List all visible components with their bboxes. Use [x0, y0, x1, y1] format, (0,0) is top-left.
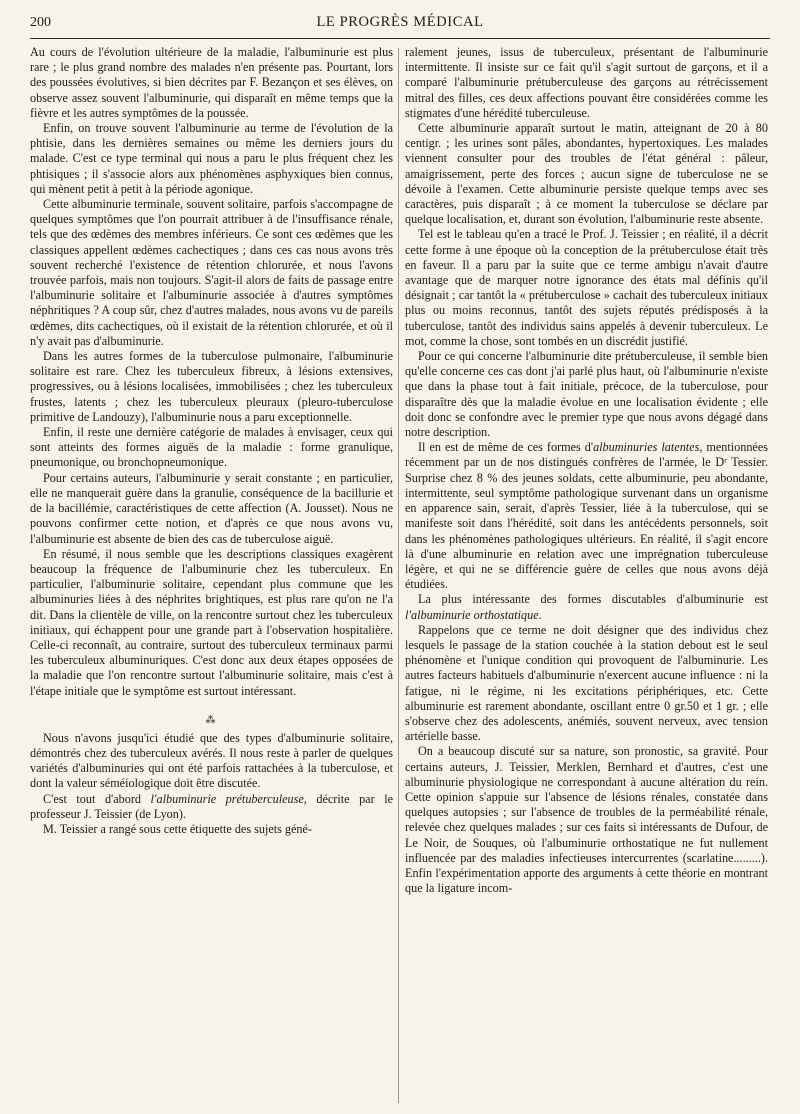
italic-term: l'albuminurie prétuberculeuse: [150, 791, 304, 806]
paragraph: Nous n'avons jusqu'ici étudié que des types d'albuminurie solitaire, démontrés chez des tuberculeux avérés. Il nous reste à parler de quelques variétés d'albuminuries qui ont été parfois rattachées à la tuberculose, et dont la valeur séméiologique doit être discutée.: [30, 730, 393, 791]
paragraph: Cette albuminurie apparaît surtout le matin, atteignant de 20 à 80 centigr. ; les urines sont pâles, abondantes, hypertoxiques. Les malades viennent consulter pour des troubles de l'état général : pâleur, amaigrissement, perte des forces ; aucun signe de tuberculose ne se dévoile à l'examen. Cette albuminurie persiste quelque temps avec ses caractères, puis disparaît ; à ce moment la tuberculose se déclare par quelque localisation, et, durant son évolution, l'albuminurie reste absente.: [405, 121, 768, 227]
paragraph: Enfin, on trouve souvent l'albuminurie au terme de l'évolution de la phtisie, dans les dernières semaines ou même les derniers jours du malade. C'est ce type terminal qui nous a paru le plus fréquent chez les phtisiques ; il s'associe alors aux phénomènes asphyxiques bien connus, qui mènent petit à petit à la période agonique.: [30, 121, 393, 196]
paragraph: [30, 792, 393, 822]
italic-term: albuminuries latentes: [593, 440, 700, 455]
paragraph: ralement jeunes, issus de tuberculeux, présentant de l'albuminurie intermittente. Il insiste sur ce fait qu'il s'agit surtout de garçons, et il a comparé l'albuminurie prétuberculeuse des garçons au rétrécissement mitral des filles, ces deux affections pouvant être considérées comme les stigmates d'une hérédité tuberculeuse.: [405, 45, 768, 120]
paragraph: On a beaucoup discuté sur sa nature, son pronostic, sa gravité. Pour certains auteurs, J. Teissier, Merklen, Bernhard et d'autres, c'est une albuminurie physiologique ne correspondant à aucune altération du rein. Cette opinion s'appuie sur l'absence de lésions rénales, constatée dans quelques autopsies ; sur l'absence de troubles de la perméabilité rénale, relevée chez quelques malades ; sur ces faits si intéressants de Dufour, de Le Noir, de Souques, où l'albuminurie orthostatique ne fut nullement influencée par des maladies infectieuses intercurrentes (scarlatine.........). Enfin l'expérimentation apporte des arguments à cette théorie en montrant que la ligature incom-: [405, 744, 768, 896]
paragraph: Pour ce qui concerne l'albuminurie dite prétuberculeuse, il semble bien qu'elle concerne ces cas dont j'ai parlé plus haut, où l'albuminurie n'existe que dans la phase tout à fait initiale, précoce, de la tuberculose, pour disparaître dès que la maladie évolue en une localisation évidente ; elle doit donc se confondre avec le premier type que nous avons dégagé dans notre description.: [405, 349, 768, 440]
paragraph: Au cours de l'évolution ultérieure de la maladie, l'albuminurie est plus rare ; le plus grand nombre des malades n'en présente pas. Pourtant, lors des poussées évolutives, si bien décrites par F. Bezançon et ses élèves, on observe assez souvent l'albuminurie, qui disparaît en même temps que la fièvre et les autres symptômes de la poussée.: [30, 45, 393, 120]
right-column: [405, 45, 768, 1105]
paragraph: [405, 592, 768, 622]
journal-title: LE PROGRÈS MÉDICAL: [316, 14, 484, 30]
italic-term: l'albuminurie orthostatique: [405, 607, 539, 622]
paragraph: [405, 440, 768, 592]
section-asterism: ⁂: [205, 714, 218, 726]
paragraph: Pour certains auteurs, l'albuminurie y serait constante ; en particulier, elle ne manquerait guère dans la granulie, conséquence de la bacillurie et de la bacillémie, caractéristiques de cette affection (A. Jousset). Nous ne pouvons confirmer cette notion, et d'après ce que nous avons vu, l'albuminurie est absente de bien des cas de tuberculose aiguë.: [30, 470, 393, 546]
text-run: , mentionnées récemment par un de nos distingués confrères de l'armée, le Dʳ Tessier. Surprise chez 8 % des jeunes soldats, cette albuminurie, peu abondante, intermittente, seul symptôme pathologique survenant dans un organisme en apparence sain, serait, d'après Tessier, liée à la tuberculose, qui se manifeste soit dans l'hérédité, soit dans les antécédents personnels, soit dans les phénomènes pathologiques ultérieurs. En réalité, il s'agit encore là d'une albuminurie en relation avec une imprégnation tuberculeuse légère, et qui ne se différencie guère de celles que nous avons déjà étudiées.: [405, 440, 768, 592]
left-column: [30, 45, 393, 1105]
paragraph: Dans les autres formes de la tuberculose pulmonaire, l'albuminurie solitaire est rare. Chez les tuberculeux fibreux, à lésions extensives, progressives, ou à lésions localisées, immobilisées ; chez les tuberculeux frustes, latents ; chez les tuberculeux pleuraux (pleuro-tuberculose primitive de Landouzy), l'albuminurie nous a paru exceptionnelle.: [30, 349, 393, 424]
text-run: , décrite par le professeur J. Teissier (de Lyon).: [30, 791, 393, 821]
column-divider: [398, 48, 399, 1103]
paragraph: En résumé, il nous semble que les descriptions classiques exagèrent beaucoup la fréquence de l'albuminurie chez les tuberculeux. En particulier, l'albuminurie solitaire, cependant plus commune que les albuminuries liées à des néphrites brightiques, est plus rare qu'on ne l'a dit. Dans la clientèle de ville, on la rencontre surtout chez les tuberculeux initiaux, qui échappent pour une grande part à l'observation hospitalière. Celle-ci reconnaît, au contraire, surtout des tuberculeux terminaux parmi les tuberculeux albuminuriques. C'est donc aux deux étapes opposées de la maladie que l'on rencontre surtout l'albuminurie solitaire, mais c'est à l'étape initiale que le symptôme est surtout intéressant.: [30, 546, 393, 698]
paragraph: Rappelons que ce terme ne doit désigner que des individus chez lesquels le passage de la station couchée à la station debout est le seul phénomène et l'unique condition qui provoquent de l'albuminurie. Les autres facteurs habituels d'albuminurie n'exercent aucune influence : ni la fatigue, ni le régime, ni les excitations périphériques, etc. Cette albuminurie est rarement abondante, oscillant entre 0 gr.50 et 1 gr. ; elle s'observe chez des adolescents, anémiés, souvent nerveux, avec tension artérielle basse.: [405, 622, 768, 744]
text-run: .: [538, 607, 542, 622]
text-run: C'est tout d'abord: [43, 791, 151, 806]
paragraph: Tel est le tableau qu'en a tracé le Prof. J. Teissier ; en réalité, il a décrit cette forme à une époque où la conception de la prétuberculose était très en faveur. Il a paru par la suite que ce terme ambigu n'avait d'autre avantage que de marquer notre ignorance des états mal définis qu'il désignait ; car tantôt la « prétuberculose » cachait des tuberculeux initiaux plus ou moins reconnus, tantôt des sujets réputés prédisposés à la tuberculose, tantôt des individus sains appelés à devenir tuberculeux. Le mot, comme la chose, sont tombés en un discrédit justifié.: [405, 227, 768, 348]
page-header: [30, 14, 770, 36]
paragraph: Enfin, il reste une dernière catégorie de malades à envisager, ceux qui sont atteints des formes aiguës de la maladie : forme granulique, pneumonique, ou bronchopneumonique.: [30, 425, 393, 470]
text-run: Il en est de même de ces formes d': [418, 440, 594, 455]
paragraph: Cette albuminurie terminale, souvent solitaire, parfois s'accompagne de quelques symptômes que l'on pourrait attribuer à de l'insuffisance rénale, tels que des œdèmes des membres inférieurs. Ce sont ces œdèmes que les classiques appellent œdèmes cachectiques ; dans ces cas nous avons très souvent recherché l'existence de rétention chlorurée, et nous l'avons trouvée parfois, mais non toujours. S'agit-il alors de faits de passage entre l'albuminurie solitaire et l'albuminurie associée à d'autres symptômes néphritiques ? A coup sûr, chez d'autres malades, nous avons vu de pareils œdèmes, dits cachectiques, où il existait de la rétention chlorurée, et où il n'y avait pas d'albuminurie.: [30, 197, 393, 348]
paragraph: M. Teissier a rangé sous cette étiquette des sujets géné-: [43, 821, 312, 836]
page-number: 200: [30, 15, 51, 30]
header-rule: [30, 38, 770, 39]
text-run: La plus intéressante des formes discutables d'albuminurie est: [418, 592, 768, 607]
